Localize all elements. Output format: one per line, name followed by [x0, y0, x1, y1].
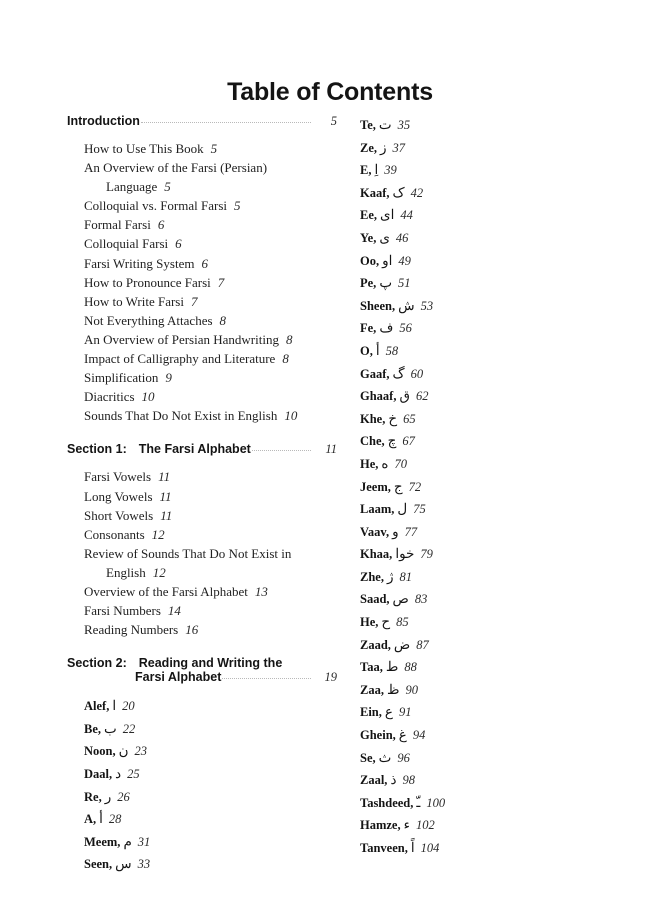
list-item[interactable]: [67, 215, 337, 234]
letter-glyph: ن: [118, 743, 129, 759]
section-2-page: 19: [324, 670, 337, 685]
letter-page: 44: [400, 208, 413, 223]
letter-glyph: ل: [397, 501, 408, 517]
entry-page: 5: [164, 179, 171, 195]
letter-name: Gaaf,: [360, 366, 390, 381]
letter-name: Sheen,: [360, 298, 396, 313]
list-item[interactable]: [67, 786, 337, 809]
list-item[interactable]: [360, 769, 610, 792]
letter-page: 98: [402, 773, 415, 788]
entry-text: An Overview of the Farsi (Persian): [84, 160, 268, 176]
letter-page: 70: [394, 456, 407, 471]
list-item[interactable]: [67, 525, 337, 544]
letter-page: 56: [399, 321, 412, 336]
list-item[interactable]: [67, 311, 337, 330]
list-item[interactable]: [67, 544, 337, 582]
letter-page: 96: [397, 750, 410, 765]
list-item[interactable]: [67, 254, 337, 273]
entry-text-cont: English: [106, 564, 146, 580]
letter-page: 31: [137, 834, 151, 849]
entry-page: 14: [167, 603, 181, 619]
list-item[interactable]: [360, 611, 610, 634]
letter-page: 77: [404, 524, 418, 539]
letter-name: A,: [84, 812, 97, 827]
entry-page: 10: [284, 408, 298, 424]
letter-glyph: اً: [410, 840, 415, 855]
list-item[interactable]: [360, 476, 610, 499]
list-item[interactable]: [67, 196, 337, 215]
list-item[interactable]: [67, 740, 337, 763]
spacer: [67, 129, 337, 139]
list-item[interactable]: [360, 837, 610, 860]
list-item[interactable]: [67, 330, 337, 349]
list-item[interactable]: [360, 363, 610, 386]
entry-text-cont: Language: [106, 179, 158, 195]
entry-page: 8: [285, 331, 293, 347]
list-item[interactable]: [67, 292, 337, 311]
entry-page: 8: [282, 351, 289, 367]
letter-page: 20: [122, 699, 135, 714]
letter-name: Khaa,: [360, 547, 393, 562]
letter-page: 91: [398, 705, 412, 720]
letter-page: 65: [403, 411, 416, 426]
letter-glyph: ج: [393, 478, 403, 494]
letter-page: 94: [412, 728, 426, 743]
letter-glyph: ء: [403, 817, 410, 833]
letter-name: Kaaf,: [360, 185, 390, 200]
spacer: [67, 639, 337, 656]
entry-page: 5: [234, 198, 241, 214]
letter-glyph: ض: [393, 636, 411, 652]
letter-page: 25: [127, 767, 140, 782]
entry-page: 10: [141, 389, 155, 405]
entry-page: 5: [210, 141, 218, 156]
letter-page: 26: [117, 789, 130, 804]
list-item[interactable]: [67, 406, 337, 425]
entry-text: Colloquial Farsi: [84, 236, 169, 252]
list-item[interactable]: [67, 763, 337, 786]
entry-page: 7: [190, 293, 198, 309]
letter-name: Noon,: [84, 744, 116, 759]
list-item[interactable]: [360, 340, 610, 363]
entry-text: Sounds That Do Not Exist in English: [84, 408, 278, 424]
entry-page: 6: [175, 236, 182, 252]
letter-name: Saad,: [360, 592, 390, 607]
entry-page: 11: [158, 469, 171, 485]
list-item[interactable]: [360, 182, 610, 205]
list-item[interactable]: [67, 139, 337, 158]
page-title: Table of Contents: [227, 78, 433, 106]
letter-glyph: س: [115, 856, 132, 872]
list-item[interactable]: [360, 498, 610, 521]
entry-text: Long Vowels: [84, 488, 153, 504]
section-1-title: The Farsi Alphabet: [138, 442, 251, 457]
letter-glyph: ق: [399, 388, 410, 404]
letter-glyph: چ: [387, 433, 397, 449]
letter-name: Oo,: [360, 253, 380, 268]
entry-text-wrapped: [84, 563, 337, 582]
letter-name: Taa,: [360, 660, 383, 675]
entry-page: 8: [219, 312, 227, 328]
list-item[interactable]: [67, 831, 337, 854]
entry-text: Overview of the Farsi Alphabet: [84, 583, 248, 599]
list-item[interactable]: [360, 814, 610, 837]
letter-glyph: ش: [398, 297, 415, 313]
letter-glyph: اِ: [374, 162, 379, 178]
list-item[interactable]: [360, 747, 610, 770]
section-1-entries: [67, 467, 337, 639]
list-item[interactable]: [67, 487, 337, 506]
list-item[interactable]: [360, 250, 610, 273]
letter-name: Hamze,: [360, 818, 401, 833]
entry-page: 12: [152, 564, 166, 580]
list-item[interactable]: [360, 295, 610, 318]
letter-glyph: خوا: [395, 546, 415, 562]
letter-page: 85: [396, 615, 409, 630]
introduction-entries: [67, 139, 337, 425]
entry-page: 7: [217, 274, 225, 290]
list-item[interactable]: [360, 137, 610, 160]
list-item[interactable]: [360, 679, 610, 702]
letter-glyph: ه: [381, 455, 389, 471]
letter-name: Ghein,: [360, 728, 396, 743]
letter-name: Pe,: [360, 276, 377, 291]
section-2-letters-left: [67, 695, 337, 876]
list-item[interactable]: [67, 387, 337, 406]
entry-page: 11: [159, 488, 172, 504]
letter-glyph: و: [392, 523, 399, 539]
letter-glyph: ژ: [386, 568, 394, 584]
letter-name: Se,: [360, 750, 376, 765]
letter-name: Vaav,: [360, 524, 390, 539]
letter-glyph: ظ: [386, 681, 400, 697]
letter-page: 35: [397, 118, 411, 132]
list-item[interactable]: [360, 724, 610, 747]
entry-text: Diacritics: [84, 389, 135, 405]
letter-name: E,: [360, 163, 372, 178]
letter-page: 90: [405, 682, 418, 697]
list-item[interactable]: [360, 272, 610, 295]
list-item[interactable]: [67, 808, 337, 831]
section-2-letters-right: [360, 114, 610, 860]
letter-glyph: خ: [388, 410, 398, 426]
spacer: [67, 457, 337, 467]
entry-text: Colloquial vs. Formal Farsi: [84, 198, 227, 214]
section-2-label: Section 2:: [67, 656, 127, 671]
letter-glyph: ص: [392, 591, 409, 607]
letter-page: 23: [134, 744, 148, 759]
letter-glyph: ت: [378, 117, 392, 132]
list-item[interactable]: [67, 853, 337, 876]
letter-glyph: ز: [380, 139, 387, 155]
heading-introduction-page: 5: [330, 114, 337, 128]
list-item[interactable]: [67, 368, 337, 387]
heading-section-1[interactable]: [67, 442, 337, 457]
entry-text: Short Vowels: [84, 507, 154, 523]
letter-page: 39: [384, 163, 397, 178]
letter-glyph: غ: [398, 727, 407, 743]
letter-page: 60: [410, 366, 424, 381]
letter-glyph: ب: [104, 720, 117, 736]
entry-text: Not Everything Attaches: [84, 312, 213, 328]
heading-introduction-label: Introduction: [67, 114, 140, 128]
list-item[interactable]: [360, 634, 610, 657]
left-column: [67, 114, 337, 876]
entry-text: An Overview of Persian Handwriting: [84, 331, 279, 347]
letter-name: He,: [360, 456, 379, 471]
list-item[interactable]: [67, 582, 337, 601]
letter-glyph: ک: [392, 184, 405, 200]
letter-glyph: اى: [380, 207, 395, 223]
right-column: [360, 114, 610, 860]
spacer: [67, 685, 337, 695]
list-item[interactable]: [360, 408, 610, 431]
letter-page: 53: [420, 298, 434, 313]
letter-page: 72: [408, 479, 422, 494]
entry-page: 11: [160, 507, 173, 523]
list-item[interactable]: [360, 385, 610, 408]
letter-page: 88: [404, 660, 417, 675]
entry-text: Formal Farsi: [84, 217, 151, 233]
entry-text: Farsi Vowels: [84, 469, 152, 485]
list-item[interactable]: [67, 467, 337, 486]
list-item[interactable]: [360, 588, 610, 611]
letter-page: 100: [426, 795, 446, 810]
letter-page: 22: [122, 721, 136, 736]
heading-section-2[interactable]: [67, 656, 337, 685]
section-2-title-line1: Reading and Writing the: [138, 656, 283, 671]
list-item[interactable]: [67, 695, 337, 718]
letter-page: 49: [398, 253, 411, 268]
letter-page: 79: [420, 547, 433, 562]
letter-name: Ein,: [360, 705, 382, 720]
entry-page: 6: [201, 255, 208, 271]
letter-page: 87: [416, 637, 429, 652]
list-item[interactable]: [360, 792, 610, 815]
letter-name: Ghaaf,: [360, 389, 397, 404]
letter-glyph: ا: [112, 698, 117, 714]
letter-name: Meem,: [84, 834, 121, 849]
list-item[interactable]: [360, 521, 610, 544]
list-item[interactable]: [360, 204, 610, 227]
list-item[interactable]: [360, 114, 610, 137]
letter-glyph: ذ: [390, 772, 397, 788]
letter-page: 104: [420, 841, 440, 855]
list-item[interactable]: [360, 656, 610, 679]
list-item[interactable]: [67, 234, 337, 253]
entry-text: Farsi Numbers: [84, 603, 161, 619]
letter-page: 51: [398, 276, 411, 291]
letter-page: 83: [414, 592, 428, 607]
letter-name: Ze,: [360, 140, 378, 155]
list-item[interactable]: [67, 158, 337, 196]
letter-name: Ye,: [360, 230, 377, 245]
letter-name: O,: [360, 343, 373, 358]
entry-text-wrapped: [84, 177, 337, 196]
list-item[interactable]: [360, 701, 610, 724]
list-item[interactable]: [360, 227, 610, 250]
entry-text: How to Write Farsi: [84, 293, 184, 309]
letter-page: 37: [392, 140, 406, 155]
list-item[interactable]: [360, 543, 610, 566]
letter-name: Zaa,: [360, 682, 384, 697]
letter-name: Re,: [84, 789, 102, 804]
letter-name: Jeem,: [360, 479, 391, 494]
letter-glyph: او: [382, 252, 393, 268]
letter-glyph: ف: [379, 320, 394, 336]
spacer: [67, 425, 337, 442]
heading-introduction[interactable]: [67, 114, 337, 129]
entry-text: Farsi Writing System: [84, 255, 195, 271]
letter-name: Be,: [84, 721, 102, 736]
letter-page: 62: [415, 389, 429, 404]
list-item[interactable]: [360, 566, 610, 589]
letter-name: Fe,: [360, 321, 377, 336]
entry-page: 6: [157, 217, 165, 233]
letter-name: Tashdeed,: [360, 795, 414, 810]
list-item[interactable]: [67, 718, 337, 741]
letter-glyph: ـّ: [416, 794, 421, 810]
letter-glyph: م: [123, 833, 132, 849]
entry-text: Reading Numbers: [84, 622, 179, 638]
entry-text: Simplification: [84, 370, 159, 386]
list-item[interactable]: [67, 601, 337, 620]
letter-name: Alef,: [84, 699, 110, 714]
letter-page: 102: [415, 818, 435, 833]
letter-name: Te,: [360, 118, 376, 132]
list-item[interactable]: [360, 430, 610, 453]
dot-leader: [141, 121, 311, 123]
letter-glyph: أ: [375, 342, 380, 358]
dot-leader: [252, 449, 311, 451]
letter-page: 46: [395, 230, 409, 245]
letter-name: Zhe,: [360, 569, 384, 584]
list-item[interactable]: [67, 620, 337, 639]
entry-text: Review of Sounds That Do Not Exist in: [84, 545, 292, 561]
letter-glyph: ع: [384, 704, 393, 720]
letter-page: 28: [108, 812, 122, 827]
letter-name: Che,: [360, 434, 385, 449]
letter-glyph: ث: [378, 749, 392, 765]
entry-page: 12: [151, 526, 165, 542]
section-1-label: Section 1:: [67, 442, 127, 457]
entry-text: How to Use This Book: [84, 141, 204, 156]
letter-glyph: ى: [379, 229, 390, 245]
letter-name: Ee,: [360, 208, 378, 223]
list-item[interactable]: [360, 159, 610, 182]
letter-glyph: پ: [379, 275, 393, 291]
letter-page: 81: [399, 569, 412, 584]
letter-name: Seen,: [84, 857, 113, 872]
letter-page: 75: [413, 502, 426, 517]
letter-name: Daal,: [84, 767, 113, 782]
entry-text: Impact of Calligraphy and Literature: [84, 351, 276, 367]
letter-name: Laam,: [360, 502, 395, 517]
letter-glyph: ح: [381, 614, 391, 630]
letter-glyph: أ: [99, 811, 103, 827]
entry-page: 16: [185, 622, 199, 638]
letter-name: Zaal,: [360, 773, 388, 788]
list-item[interactable]: [67, 273, 337, 292]
letter-name: Zaad,: [360, 637, 391, 652]
letter-glyph: ر: [104, 788, 112, 804]
section-2-title-line2: Farsi Alphabet: [135, 670, 222, 685]
letter-page: 33: [137, 857, 151, 872]
entry-text: How to Pronounce Farsi: [84, 274, 211, 290]
list-item[interactable]: [67, 506, 337, 525]
list-item[interactable]: [67, 349, 337, 368]
entry-page: 13: [254, 583, 268, 599]
entry-page: 9: [165, 370, 172, 386]
letter-name: Tanveen,: [360, 841, 408, 855]
section-1-page: 11: [325, 442, 337, 457]
dot-leader: [222, 677, 311, 679]
letter-page: 42: [410, 185, 424, 200]
letter-name: He,: [360, 615, 379, 630]
letter-page: 67: [402, 434, 415, 449]
letter-name: Khe,: [360, 411, 386, 426]
letter-glyph: ط: [385, 659, 399, 675]
list-item[interactable]: [360, 317, 610, 340]
letter-glyph: گ: [392, 365, 405, 381]
letter-glyph: د: [115, 766, 122, 782]
letter-page: 58: [385, 343, 399, 358]
list-item[interactable]: [360, 453, 610, 476]
entry-text: Consonants: [84, 526, 145, 542]
